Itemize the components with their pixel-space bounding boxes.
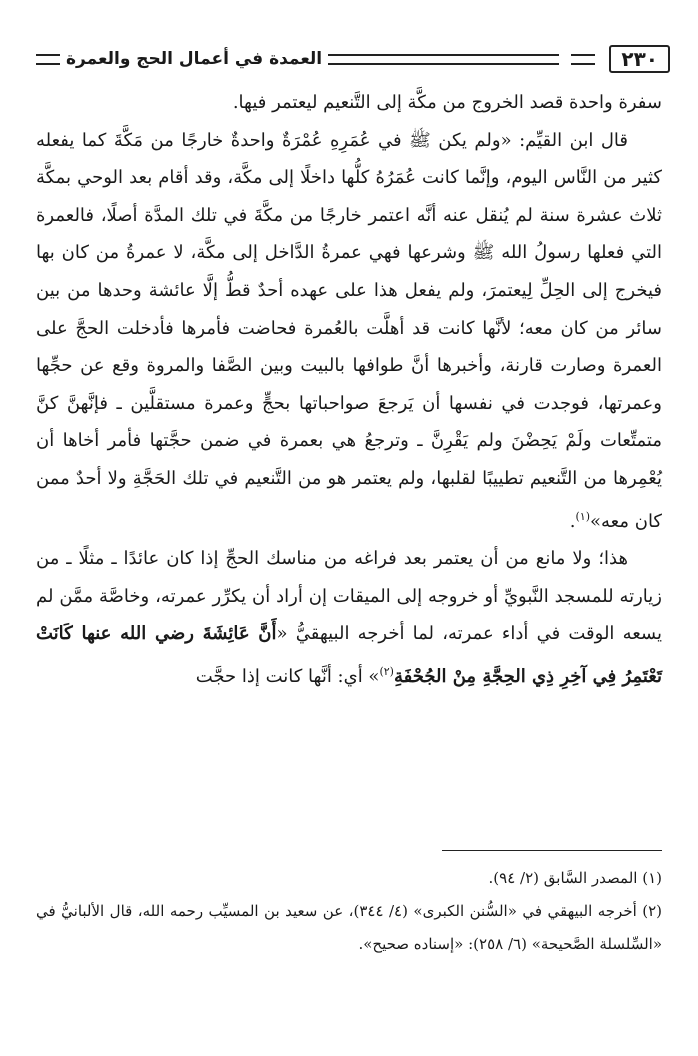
paragraph-text: هذا؛ ولا مانع من أن يعتمر بعد فراغه من مناسك الحجِّ إذا كان عائدًا ـ مثلًا ـ من زيارته للمسجد النَّبويِّ أو خروجه إلى الميقات إن أراد أن يكرِّر عمرته، وخاصَّة ممَّن لم يسعه الوقت في أداء عمرته، لما أخرجه البيهقيُّ « [36, 548, 663, 645]
main-text [36, 84, 662, 696]
footnote-ref-2: (٢) [379, 664, 394, 678]
page-number: ٢٣٠ [609, 45, 670, 73]
footnotes [36, 862, 662, 961]
paragraph-ibn-alqayyim: قال ابن القيِّم: «ولم يكن ﷺ في عُمَرِهِ عُمْرَةٌ واحدةٌ خارجًا من مَكَّةَ كما يفعله كثير من النَّاس اليوم، وإنَّما كانت عُمَرُهُ كلُّها داخلًا إلى مكَّة، وقد أقام بعد الوحي بمكَّة ثلاث عشرة سنة لم يُنقل عنه أنَّه اعتمر خارجًا من مكَّةَ في تلك المدَّة أصلًا، فالعمرة التي فعلها رسولُ الله ﷺ وشرعها فهي عمرةُ الدَّاخل إلى مكَّة، لا عمرةُ من كان بها فيخرج إلى الحِلِّ لِيعتمرَ، ولم يفعل هذا على عهده أحدٌ قطُّ إلَّا عائشة وحدها من بين سائر من كان معه؛ لأنَّها كانت قد أهلَّت بالعُمرة فحاضت فأمرها فأدخلت الحجَّ على العمرة وصارت قارنة، وأخبرها أنَّ طوافها بالبيت وبين الصَّفا والمروة وقع عن حجِّها وعمرتها، فوجدت في نفسها أن يَرجعَ صواحباتها بحجٍّ وعمرة مستقلَّين ـ فإنَّهنَّ كنَّ متمتِّعات ولَمْ يَحِضْنَ ولم يَقْرِنَّ ـ وترجعُ هي بعمرة في ضمن حجَّتها فأمر أخاها أن يُعْمِرها من التَّنعيم تطييبًا لقلبها، ولم يعتمر هو من التَّنعيم في تلك الحَجَّةِ ولا أحدٌ ممن كان معه»$^{(١)}$. [36, 129, 662, 532]
header-rule-right [571, 54, 595, 65]
footnote-2: (٢) أخرجه البيهقي في «السُّنن الكبرى» (٤/ ٣٤٤)، عن سعيد بن المسيِّب رحمه الله، قال الألبانيُّ في «السِّلسلة الصَّحيحة» (٦/ ٢٥٨): «إسناده صحيح». [36, 902, 663, 953]
paragraph-umrah-after-hajj [36, 540, 662, 695]
header-rule-left [36, 54, 60, 65]
page-header [30, 44, 670, 74]
paragraph-text-cont: » أي: أنَّها كانت إذا حجَّت [195, 665, 380, 687]
hadith-text: أَنَّ عَائِشَةَ رضي الله عنها كَانَتْ تَعْتَمِرُ فِي آخِرِ ذِي الحِجَّةِ مِنْ الجُحْفَةِ [36, 623, 662, 687]
header-rule [328, 54, 559, 65]
footnote-1: (١) المصدر السَّابق (٢/ ٩٤). [488, 869, 662, 887]
footnote-ref-1: (١) [575, 509, 591, 523]
paragraph: سفرة واحدة قصد الخروج من مكَّة إلى التَّنعيم ليعتمر فيها. [232, 92, 662, 113]
quote-text: قال ابن القيِّم: «ولم يكن ﷺ في عُمَرِهِ عُمْرَةٌ واحدةٌ خارجًا من مَكَّةَ كما يفعله كثير من النَّاس اليوم، وإنَّما كانت عُمَرُهُ كلُّها داخلًا إلى مكَّة، وقد أقام بعد الوحي بمكَّة ثلاث عشرة سنة لم يُنقل عنه أنَّه اعتمر خارجًا من مكَّةَ في تلك المدَّة أصلًا، فالعمرة التي فعلها رسولُ الله ﷺ وشرعها فهي عمرةُ الدَّاخل إلى مكَّة، لا عمرةُ من كان بها فيخرج إلى الحِلِّ لِيعتمرَ، ولم يفعل هذا على عهده أحدٌ قطُّ إلَّا عائشة وحدها من بين سائر من كان معه؛ لأنَّها كانت قد أهلَّت بالعُمرة فحاضت فأمرها فأدخلت الحجَّ على العمرة وصارت قارنة، وأخبرها أنَّ طوافها بالبيت وبين الصَّفا والمروة وقع عن حجِّها وعمرتها، فوجدت في نفسها أن يَرجعَ صواحباتها بحجٍّ وعمرة مستقلَّين ـ فإنَّهنَّ كنَّ متمتِّعات ولَمْ يَحِضْنَ ولم يَقْرِنَّ ـ وترجعُ هي بعمرة في ضمن حجَّتها فأمر أخاها أن يُعْمِرها من التَّنعيم تطييبًا لقلبها، ولم يعتمر هو من التَّنعيم في تلك الحَجَّةِ ولا أحدٌ ممن كان معه» [36, 129, 662, 532]
footnote-separator [442, 850, 662, 851]
running-title: العمدة في أعمال الحج والعمرة [66, 49, 323, 69]
